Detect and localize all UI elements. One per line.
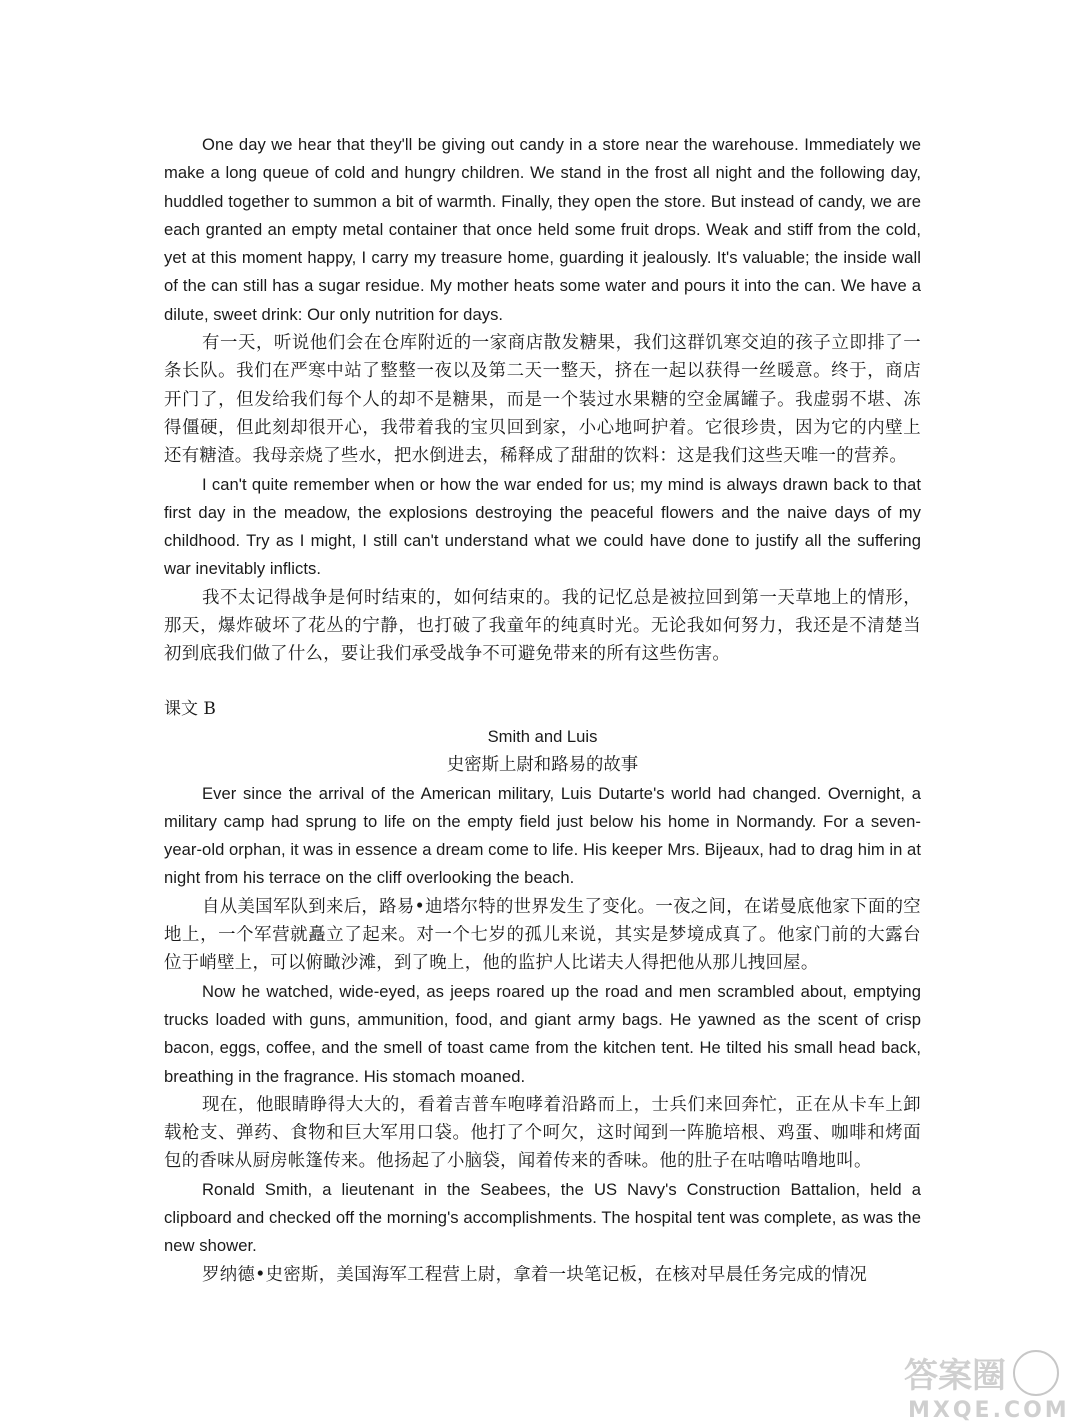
chinese-paragraph: 罗纳德•史密斯，美国海军工程营上尉，拿着一块笔记板，在核对早晨任务完成的情况: [202, 1264, 868, 1285]
english-paragraph: Now he watched, wide-eyed, as jeeps roared up the road and men scrambled about, emptying trucks loaded with guns, ammunition, food, and giant army bags. He yawned as the scent of crisp bacon, eggs, coffee, and the smell of toast came from the kitchen tent. He tilted his small head back, breathing in the fragrance. His stomach moaned.: [164, 981, 921, 1086]
english-paragraph: I can't quite remember when or how the war ended for us; my mind is always drawn back to that first day in the meadow, the explosions destroying the peaceful flowers and the naive days of my childhood. Try as I might, I still can't understand what we could have done to justify all the suffering war inevitably inflicts.: [164, 474, 921, 579]
english-paragraph: Ronald Smith, a lieutenant in the Seabees, the US Navy's Construction Battalion, held a clipboard and checked off the morning's accomplishments. The hospital tent was complete, as was the new shower.: [164, 1179, 921, 1256]
chinese-paragraph: 现在，他眼睛睁得大大的，看着吉普车咆哮着沿路而上，士兵们来回奔忙，正在从卡车上卸载枪支、弹药、食物和巨大军用口袋。他打了个呵欠，这时闻到一阵脆培根、鸡蛋、咖啡和烤面包的香味从厨房帐篷传来。他扬起了小脑袋，闻着传来的香味。他的肚子在咕噜咕噜地叫。: [164, 1094, 921, 1172]
section-label: 课文 B: [164, 698, 216, 719]
english-paragraph: One day we hear that they'll be giving out candy in a store near the warehouse. Immediately we make a long queue of cold and hungry children. We stand in the frost all night and the following day, huddled together to summon a bit of warmth. Finally, they open the store. But instead of candy, we are each granted an empty metal container that once held some fruit drops. Weak and stiff from the cold, yet at this moment happy, I carry my treasure home, guarding it jealously. It's valuable; the inside wall of the can still has a sugar residue. My mother heats some water and pours it into the can. We have a dilute, sweet drink: Our only nutrition for days.: [164, 135, 921, 324]
article-title-chinese: 史密斯上尉和路易的故事: [446, 755, 639, 776]
document-page: [164, 131, 921, 1289]
text-block-part1: [164, 131, 921, 669]
watermark-text-chinese: 答案圈: [904, 1356, 1006, 1396]
text-block-part2: [164, 780, 921, 1289]
english-paragraph: Ever since the arrival of the American military, Luis Dutarte's world had changed. Overnight, a military camp had sprung to life on the empty field just below his home in Normandy. For a seven-year-old orphan, it was in essence a dream come to life. His keeper Mrs. Bijeaux, had to drag him in at night from his terrace on the cliff overlooking the beach.: [164, 783, 921, 888]
chinese-paragraph: 我不太记得战争是何时结束的，如何结束的。我的记忆总是被拉回到第一天草地上的情形，那天，爆炸破坏了花丛的宁静，也打破了我童年的纯真时光。无论我如何努力，我还是不清楚当初到底我们做了什么，要让我们承受战争不可避免带来的所有这些伤害。: [164, 587, 921, 665]
chinese-paragraph: 有一天，听说他们会在仓库附近的一家商店散发糖果，我们这群饥寒交迫的孩子立即排了一条长队。我们在严寒中站了整整一夜以及第二天一整天，挤在一起以获得一丝暖意。终于，商店开门了，但发给我们每个人的却不是糖果，而是一个装过水果糖的空金属罐子。我虚弱不堪、冻得僵硬，但此刻却很开心，我带着我的宝贝回到家，小心地呵护着。它很珍贵，因为它的内壁上还有糖渣。我母亲烧了些水，把水倒进去，稀释成了甜甜的饮料：这是我们这些天唯一的营养。: [164, 333, 921, 467]
article-title-english: Smith and Luis: [487, 726, 598, 746]
chinese-paragraph: 自从美国军队到来后，路易•迪塔尔特的世界发生了变化。一夜之间，在诺曼底他家下面的空地上，一个军营就矗立了起来。对一个七岁的孤儿来说，其实是梦境成真了。他家门前的大露台位于峭壁上，可以俯瞰沙滩，到了晚上，他的监护人比诺夫人得把他从那儿拽回屋。: [164, 896, 921, 974]
watermark-text-domain: MXQE.COM: [908, 1398, 1070, 1423]
watermark-logo: [898, 1343, 1074, 1423]
